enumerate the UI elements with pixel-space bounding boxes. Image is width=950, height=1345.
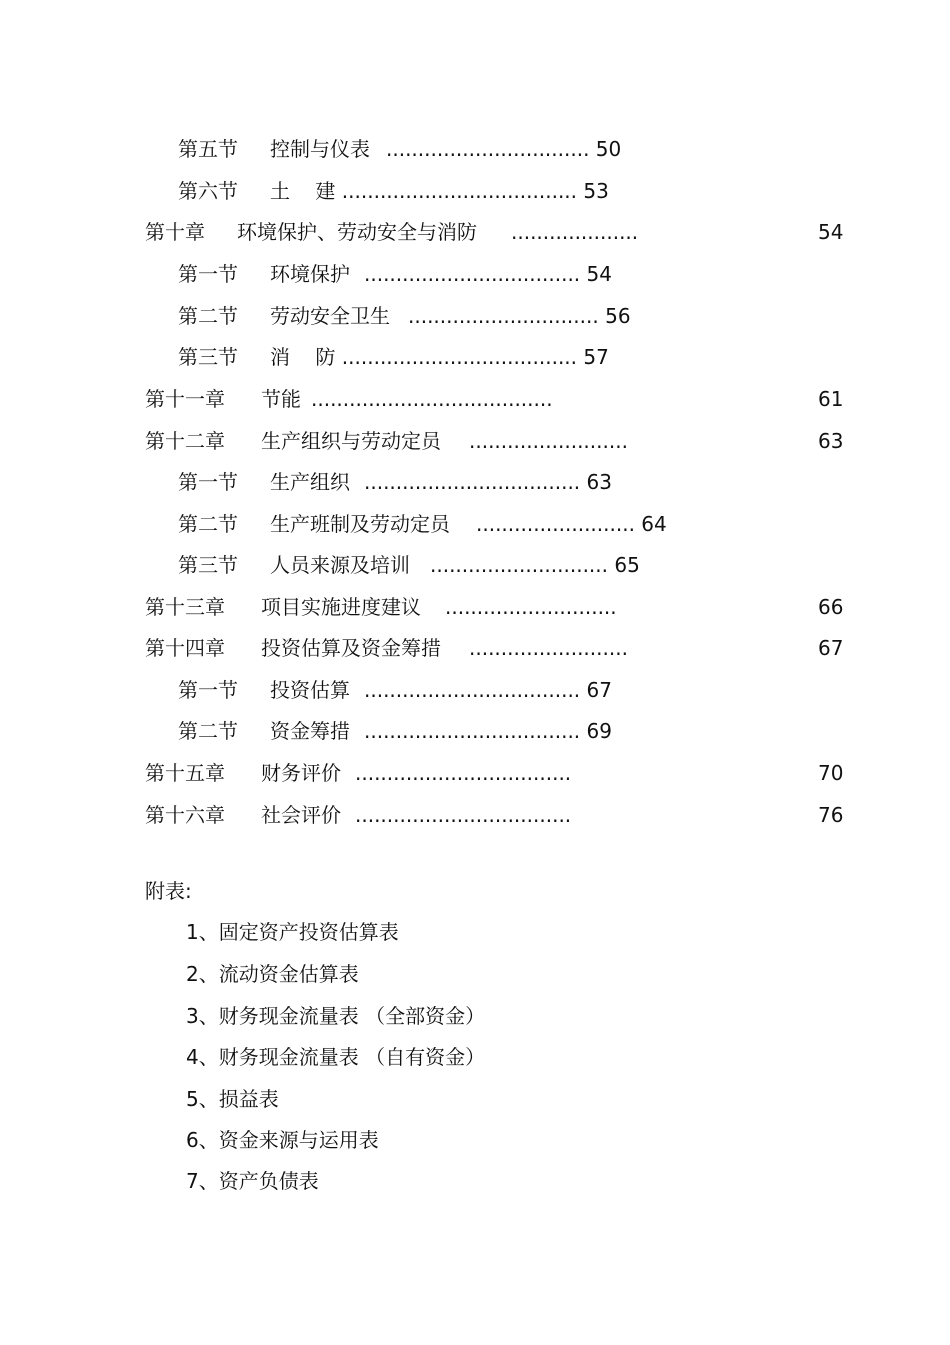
toc-title: 劳动安全卫生 <box>270 304 390 328</box>
toc-leader-dots: .................................. <box>364 678 581 702</box>
toc-title: 生产组织与劳动定员 <box>261 429 441 453</box>
toc-leader-dots: .................................. <box>355 803 572 827</box>
toc-leader-dots: .................... <box>511 220 639 244</box>
toc-title: 环境保护 <box>270 262 350 286</box>
toc-entry-chapter <box>145 592 617 622</box>
toc-page-number: 54 <box>586 262 612 286</box>
toc-entry-section <box>178 509 667 539</box>
toc-page-number: 57 <box>583 345 609 369</box>
toc-number: 第五节 <box>178 137 238 161</box>
toc-entry-chapter <box>145 426 628 456</box>
toc-page-number: 76 <box>818 803 844 827</box>
toc-page-number: 53 <box>583 179 609 203</box>
toc-entry-chapter <box>145 633 628 663</box>
appendix-heading: 附表: <box>145 879 192 903</box>
toc-leader-dots: ..................................... <box>341 179 578 203</box>
appendix-item: 3、财务现金流量表 （全部资金） <box>186 1004 486 1028</box>
toc-entry-section <box>178 134 621 164</box>
toc-title: 资金筹措 <box>270 719 350 743</box>
toc-number: 第六节 <box>178 179 238 203</box>
toc-page-number: 56 <box>605 304 631 328</box>
toc-title: 社会评价 <box>261 803 341 827</box>
toc-page-number: 54 <box>818 220 844 244</box>
toc-page-number: 63 <box>818 429 844 453</box>
appendix-item: 4、财务现金流量表 （自有资金） <box>186 1045 486 1069</box>
toc-number: 第三节 <box>178 553 238 577</box>
toc-title: 生产班制及劳动定员 <box>270 512 450 536</box>
toc-leader-dots: .................................. <box>364 470 581 494</box>
toc-leader-dots: ...................................... <box>311 387 553 411</box>
toc-leader-dots: .................................. <box>364 262 581 286</box>
toc-number: 第三节 <box>178 345 238 369</box>
toc-number: 第二节 <box>178 304 238 328</box>
toc-number: 第一节 <box>178 470 238 494</box>
toc-number: 第十一章 <box>145 387 225 411</box>
toc-entry-chapter <box>145 384 553 414</box>
toc-page-number: 70 <box>818 761 844 785</box>
toc-page-number: 64 <box>641 512 667 536</box>
toc-title: 土 建 <box>270 179 336 203</box>
toc-page-number: 67 <box>586 678 612 702</box>
toc-page-number: 65 <box>614 553 640 577</box>
toc-number: 第十五章 <box>145 761 225 785</box>
toc-number: 第十四章 <box>145 636 225 660</box>
toc-leader-dots: .................................. <box>355 761 572 785</box>
toc-leader-dots: .............................. <box>408 304 599 328</box>
toc-title: 消 防 <box>270 345 336 369</box>
toc-entry-section <box>178 176 609 206</box>
toc-leader-dots: ......................... <box>476 512 635 536</box>
toc-entry-section <box>178 259 612 289</box>
toc-title: 控制与仪表 <box>270 137 370 161</box>
toc-entry-chapter <box>145 758 571 788</box>
toc-entry-section <box>178 467 612 497</box>
toc-leader-dots: ......................... <box>469 636 628 660</box>
appendix-item: 7、资产负债表 <box>186 1169 319 1193</box>
appendix-item: 2、流动资金估算表 <box>186 962 359 986</box>
toc-entry-section <box>178 550 640 580</box>
toc-entry-section <box>178 675 612 705</box>
toc-title: 环境保护、劳动安全与消防 <box>237 220 477 244</box>
toc-entry-section <box>178 301 631 331</box>
toc-leader-dots: ........................... <box>445 595 617 619</box>
toc-leader-dots: ............................ <box>430 553 609 577</box>
toc-leader-dots: ..................................... <box>341 345 578 369</box>
toc-entry-chapter <box>145 800 571 830</box>
appendix-item: 6、资金来源与运用表 <box>186 1128 379 1152</box>
toc-title: 生产组织 <box>270 470 350 494</box>
toc-leader-dots: .................................. <box>364 719 581 743</box>
toc-leader-dots: ................................ <box>386 137 590 161</box>
toc-page-number: 50 <box>595 137 622 161</box>
toc-entry-section <box>178 716 612 746</box>
toc-page-number: 61 <box>818 387 844 411</box>
toc-entry-section <box>178 342 609 372</box>
toc-title: 人员来源及培训 <box>270 553 410 577</box>
appendix-item: 5、损益表 <box>186 1087 279 1111</box>
toc-number: 第十六章 <box>145 803 225 827</box>
toc-page-number: 69 <box>586 719 612 743</box>
toc-title: 项目实施进度建议 <box>261 595 421 619</box>
toc-leader-dots: ......................... <box>469 429 628 453</box>
toc-entry-chapter <box>145 217 638 247</box>
toc-number: 第一节 <box>178 678 238 702</box>
toc-title: 财务评价 <box>261 761 341 785</box>
toc-number: 第一节 <box>178 262 238 286</box>
toc-page-number: 67 <box>818 636 844 660</box>
toc-number: 第十章 <box>145 220 205 244</box>
toc-title: 节能 <box>261 387 301 411</box>
toc-number: 第十三章 <box>145 595 225 619</box>
toc-number: 第二节 <box>178 512 238 536</box>
toc-title: 投资估算 <box>270 678 350 702</box>
toc-page-number: 63 <box>586 470 612 494</box>
toc-number: 第十二章 <box>145 429 225 453</box>
toc-number: 第二节 <box>178 719 238 743</box>
toc-title: 投资估算及资金筹措 <box>261 636 441 660</box>
toc-page-number: 66 <box>818 595 844 619</box>
appendix-item: 1、固定资产投资估算表 <box>186 920 399 944</box>
